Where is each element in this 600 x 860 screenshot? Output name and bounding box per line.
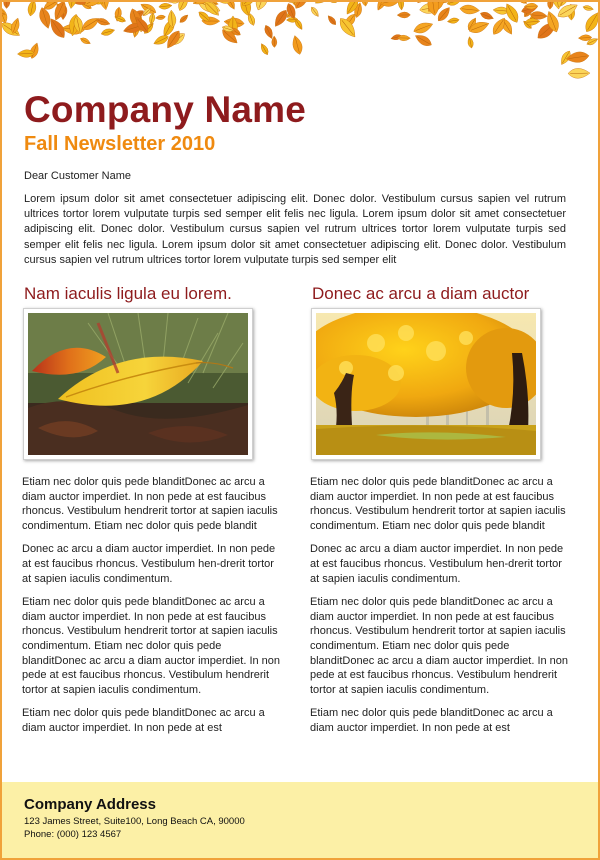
autumn-leaf-icon [176, 2, 190, 12]
autumn-leaf-icon [326, 14, 338, 26]
autumn-leaf-icon [467, 36, 474, 48]
autumn-leaf-icon [568, 68, 590, 78]
left-paragraph-4: Etiam nec dolor quis pede blanditDonec ac arcu a diam auctor imperdiet. In non pede at est [22, 707, 265, 734]
autumn-leaf-icon [397, 12, 410, 18]
autumn-leaf-icon [579, 2, 591, 4]
autumn-leaf-icon [152, 33, 170, 47]
right-paragraph-3: Etiam nec dolor quis pede blanditDonec ac arcu a diam auctor imperdiet. In non pede at est faucibus rhoncus. Vestibulum hendrerit tortor at sapien iaculis condimentum. Etiam nec dolor quis pede blanditDonec ac arcu a diam auctor imperdiet. In non pede at est faucibus rhoncus. Vestibulum hendrerit tortor at sapien iaculis condimentum. [310, 596, 569, 696]
autumn-leaf-icon [582, 5, 594, 12]
autumn-leaf-icon [253, 2, 271, 12]
autumn-leaf-icon [446, 2, 462, 7]
right-paragraph-2: Donec ac arcu a diam auctor imperdiet. In non pede at est faucibus rhoncus. Vestibulum hen-drerit tortor at sapien iaculis condimentum. [310, 543, 564, 585]
autumn-leaf-icon [479, 10, 494, 21]
footer [2, 782, 598, 858]
company-name: Company Name [24, 89, 307, 130]
autumn-leaf-icon [447, 17, 460, 24]
autumn-leaf-icon [100, 27, 115, 37]
autumn-leaf-icon [148, 13, 155, 26]
left-paragraph-3: Etiam nec dolor quis pede blanditDonec ac arcu a diam auctor imperdiet. In non pede at est faucibus rhoncus. Vestibulum hendrerit tortor at sapien iaculis condimentum. Etiam nec dolor quis pede blanditDonec ac arcu a diam auctor imperdiet. In non pede at est faucibus rhoncus. Vestibulum hendrerit tortor at sapien iaculis condimentum. [22, 596, 281, 696]
left-column-heading: Nam iaculis ligula eu lorem. [24, 284, 232, 303]
autumn-tree-image [316, 313, 536, 455]
autumn-leaf-icon [313, 2, 331, 6]
autumn-leaf-icon [323, 2, 338, 5]
right-column [310, 284, 578, 745]
autumn-leaf-icon [459, 4, 480, 15]
autumn-leaf-icon [582, 10, 598, 34]
street-address: 123 James Street, Suite100, Long Beach CA, 90000 [24, 816, 245, 827]
autumn-leaf-icon [27, 2, 38, 17]
intro-paragraph: Lorem ipsum dolor sit amet consectetuer adipiscing elit. Donec dolor. Vestibulum cursus sapien vel rutrum ultrices tortor lorem vulputate turpis sed semper elit felis nec ligula. Lorem ipsum dolor sit amet consectetuer adipiscing elit. Donec dolor. Vestibulum cursus sapien vel rutrum ultrices tortor lorem vulputate turpis sed semper elit felis nec ligula. Lorem ipsum dolor sit amet consectetuer adipiscing elit. Donec dolor. Vestibulum cursus sapien vel rutrum ultrices tortor lorem vulputate turpis sed semper elit [24, 193, 566, 266]
autumn-leaf-icon [259, 42, 270, 56]
newsletter-title: Fall Newsletter 2010 [24, 133, 216, 155]
autumn-leaf-icon [37, 6, 53, 30]
autumn-leaf-icon [413, 32, 433, 48]
right-column-heading: Donec ac arcu a diam auctor [312, 284, 530, 303]
autumn-leaf-icon [291, 34, 305, 55]
autumn-leaves-banner [2, 2, 598, 94]
autumn-leaf-icon [398, 2, 405, 10]
autumn-leaf-icon [361, 2, 369, 7]
left-column-body [22, 475, 286, 736]
autumn-leaf-icon [412, 20, 434, 36]
phone-number: Phone: (000) 123 4567 [24, 829, 122, 840]
autumn-tree-photo [311, 308, 541, 460]
autumn-leaf-icon [3, 2, 10, 9]
right-paragraph-1: Etiam nec dolor quis pede blanditDonec ac arcu a diam auctor imperdiet. In non pede at est faucibus rhoncus. Vestibulum hendrerit tortor at sapien iaculis condimentum. Etiam nec dolor quis pede blandit [310, 476, 566, 532]
autumn-leaf-icon [178, 13, 189, 24]
right-paragraph-4: Etiam nec dolor quis pede blanditDonec ac arcu a diam auctor imperdiet. In non pede at est [310, 707, 553, 734]
right-column-body [310, 475, 574, 736]
left-paragraph-1: Etiam nec dolor quis pede blanditDonec ac arcu a diam auctor imperdiet. In non pede at est faucibus rhoncus. Vestibulum hendrerit tortor at sapien iaculis condimentum. Etiam nec dolor quis pede blandit [22, 476, 278, 532]
autumn-leaf-icon [79, 36, 91, 46]
left-column [22, 284, 290, 745]
greeting: Dear Customer Name [24, 170, 131, 182]
company-address-title: Company Address [24, 796, 156, 813]
autumn-leaf-icon [547, 2, 554, 9]
fallen-leaf-image [28, 313, 248, 455]
autumn-leaf-icon [155, 14, 166, 20]
left-paragraph-2: Donec ac arcu a diam auctor imperdiet. In non pede at est faucibus rhoncus. Vestibulum hen-drerit tortor at sapien iaculis condimentum. [22, 543, 276, 585]
fallen-leaf-photo [23, 308, 253, 460]
autumn-leaf-icon [309, 6, 320, 19]
autumn-leaf-icon [159, 3, 173, 10]
autumn-leaf-icon [272, 36, 277, 48]
title-block [24, 90, 306, 156]
